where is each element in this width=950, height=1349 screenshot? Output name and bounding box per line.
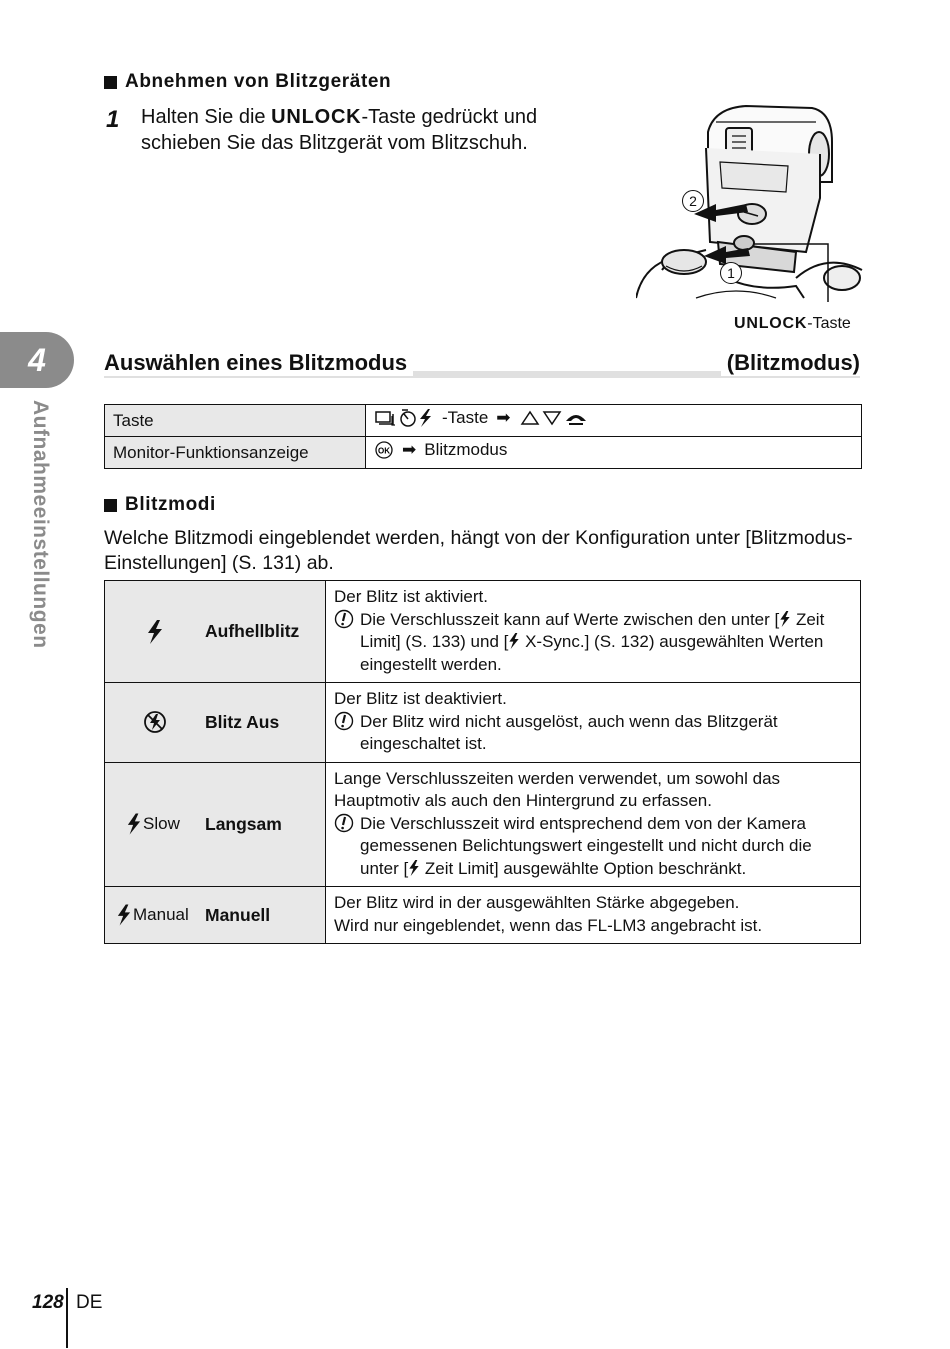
mode-desc-text: Der Blitz wird in der ausgewählten Stärke abgegeben.	[334, 893, 740, 912]
caution-icon	[334, 813, 360, 881]
section-title-right: (Blitzmodus)	[721, 350, 860, 376]
mode-name: Aufhellblitz	[205, 621, 300, 641]
mode-desc-text: Lange Verschlusszeiten werden verwendet, um sowohl das Hauptmotiv als auch den Hintergrund zu erfassen.	[334, 768, 781, 810]
chapter-number: 4	[28, 342, 46, 378]
key-label-monitor: Monitor-Funktionsanzeige	[105, 437, 366, 469]
key-label-taste: Taste	[105, 405, 366, 437]
mode-note	[334, 711, 852, 756]
square-bullet-icon	[104, 499, 117, 512]
flash-icon	[408, 860, 420, 876]
table-row	[105, 762, 861, 887]
key-table	[104, 404, 862, 469]
chapter-label: Aufnahmeeinstellungen	[29, 400, 52, 649]
mode-name: Langsam	[205, 813, 282, 834]
modes-heading-text: Blitzmodi	[125, 494, 216, 515]
mode-description	[326, 887, 861, 944]
square-bullet-icon	[104, 76, 117, 89]
step-text-a: Halten Sie die	[141, 106, 272, 128]
chapter-label-wrap	[22, 400, 62, 680]
mode-description	[326, 581, 861, 683]
caution-icon	[334, 609, 360, 677]
mode-icon-cell	[105, 762, 326, 887]
remove-flash-heading	[104, 71, 391, 93]
flash-icon	[508, 633, 520, 649]
note-part: X-Sync.] (S. 132) ausgewählten Werten eingestellt werden.	[360, 632, 824, 674]
language-code: DE	[76, 1292, 103, 1313]
key-table-row	[105, 437, 862, 469]
flash-icon	[127, 813, 141, 835]
arrow-right-icon: ➡	[402, 440, 417, 459]
mode-desc-text: Der Blitz ist deaktiviert.	[334, 689, 507, 708]
svg-text:OK: OK	[378, 446, 390, 456]
key-value-taste	[366, 405, 862, 437]
mode-note	[334, 813, 852, 881]
marker-1: 1	[720, 262, 742, 284]
drive-timer-flash-icons	[374, 408, 440, 428]
figure-caption	[734, 315, 851, 333]
flash-removal-illustration	[636, 102, 864, 302]
modes-heading	[104, 494, 216, 516]
caption-suffix: -Taste	[807, 315, 851, 332]
flash-icon	[779, 611, 791, 627]
table-row	[105, 581, 861, 683]
step-text-b: -Taste gedrückt und schieben Sie das Blitzgerät vom Blitzschuh.	[141, 106, 538, 154]
mode-desc-text: Der Blitz ist aktiviert.	[334, 587, 488, 606]
mode-desc-text-2: Wird nur eingeblendet, wenn das FL-LM3 angebracht ist.	[334, 915, 763, 935]
mode-name: Manuell	[205, 904, 271, 925]
modes-intro: Welche Blitzmodi eingeblendet werden, hängt von der Konfiguration unter [Blitzmodus-Einstellungen] (S. 131) ab.	[104, 527, 853, 574]
key-value-monitor	[366, 437, 862, 469]
note-part: Die Verschlusszeit wird entsprechend dem von der Kamera gemessenen Belichtungswert eingestellt und nicht durch die unter [	[360, 813, 812, 878]
key-table-row	[105, 405, 862, 437]
modes-table	[104, 580, 861, 944]
mode-icon-cell	[105, 683, 326, 763]
table-row	[105, 887, 861, 944]
table-row	[105, 683, 861, 763]
footer-divider	[66, 1288, 68, 1348]
mode-name: Blitz Aus	[205, 711, 280, 732]
caption-keyword: UNLOCK	[734, 315, 808, 332]
step-text	[141, 104, 581, 156]
note-part: Der Blitz wird nicht ausgelöst, auch wenn das Blitzgerät eingeschaltet ist.	[360, 711, 778, 753]
unlock-keyword: UNLOCK	[271, 106, 362, 128]
mode-icon-cell	[105, 581, 326, 683]
step-number: 1	[106, 106, 120, 133]
up-down-left-arrows-icon	[519, 409, 589, 427]
mode-description	[326, 762, 861, 887]
mode-icon-text: Manual	[133, 905, 189, 924]
arrow-right-icon: ➡	[496, 408, 511, 427]
mode-icon-text: Slow	[143, 814, 180, 834]
mode-description	[326, 683, 861, 763]
note-part: Zeit Limit] (S. 133) und [	[360, 609, 825, 651]
mode-icon-cell	[105, 887, 326, 944]
flash-off-icon	[143, 710, 167, 734]
mode-note	[334, 609, 852, 677]
taste-suffix: -Taste	[442, 408, 489, 427]
monitor-value-text: Blitzmodus	[424, 440, 508, 459]
flash-icon	[147, 620, 163, 644]
page-number: 128	[32, 1292, 64, 1313]
caution-icon	[334, 711, 360, 756]
heading-text: Abnehmen von Blitzgeräten	[125, 71, 392, 92]
flash-unit-drawing	[636, 102, 864, 302]
flash-icon	[117, 904, 131, 926]
note-part: Die Verschlusszeit kann auf Werte zwischen den unter [	[360, 609, 780, 629]
note-part: Zeit Limit] ausgewählte Option beschränkt.	[420, 858, 747, 878]
marker-2: 2	[682, 190, 704, 212]
ok-button-icon	[374, 440, 394, 460]
section-title: Auswählen eines Blitzmodus	[104, 350, 413, 376]
